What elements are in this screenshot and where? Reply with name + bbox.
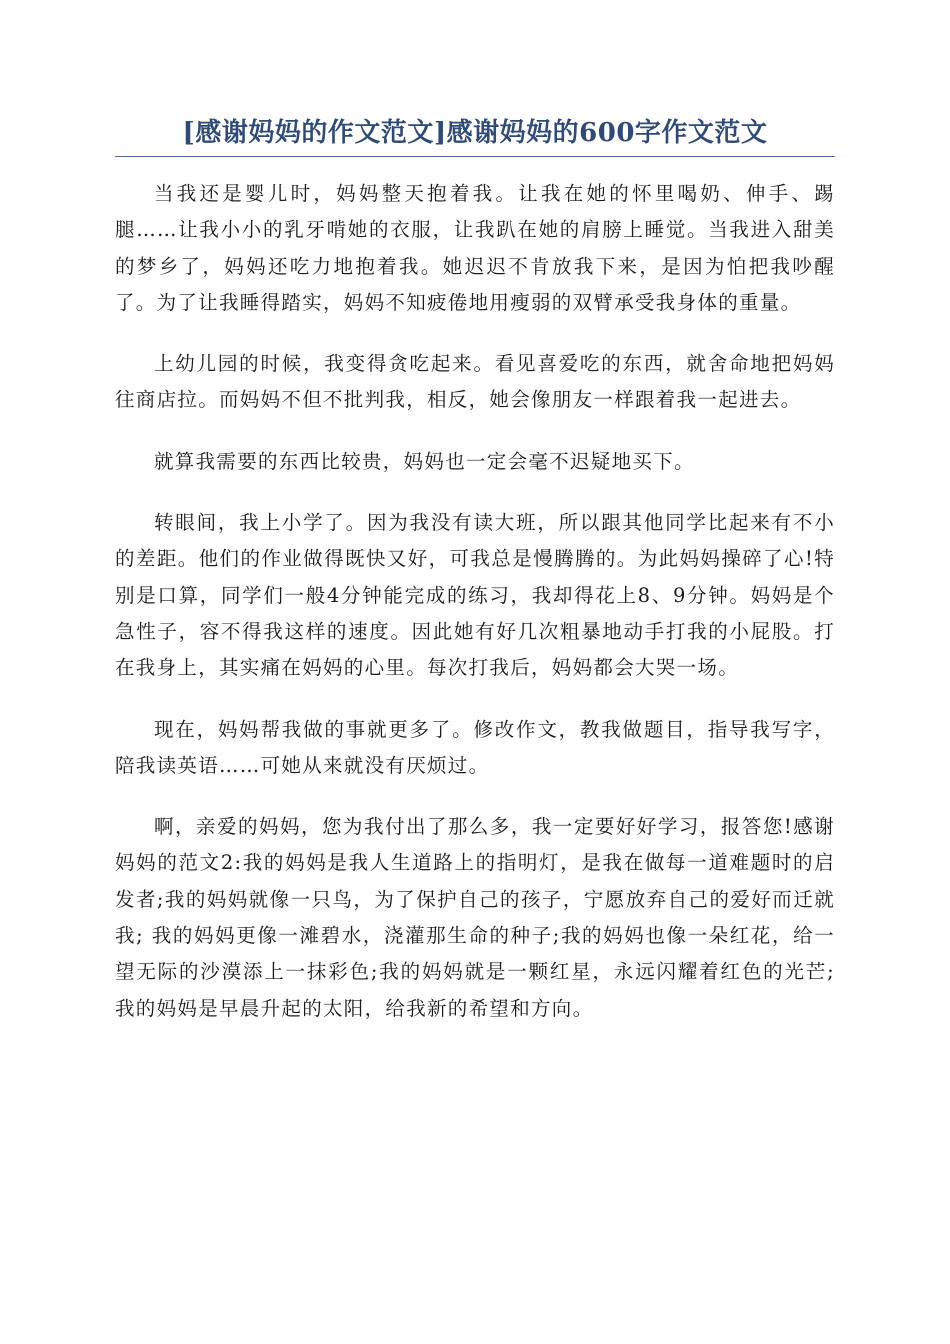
document-title: [感谢妈妈的作文范文]感谢妈妈的600字作文范文 bbox=[182, 118, 768, 148]
paragraph-5: 现在，妈妈帮我做的事就更多了。修改作文，教我做题目，指导我写字，陪我读英语……可她从来就没有厌烦过。 bbox=[115, 717, 835, 777]
document-body bbox=[115, 176, 835, 1052]
paragraph-3: 就算我需要的东西比较贵，妈妈也一定会毫不迟疑地买下。 bbox=[154, 449, 695, 473]
paragraph-1: 当我还是婴儿时，妈妈整天抱着我。让我在她的怀里喝奶、伸手、踢腿……让我小小的乳牙啃她的衣服，让我趴在她的肩膀上睡觉。当我进入甜美的梦乡了，妈妈还吃力地抱着我。她迟迟不肯放我下来，是因为怕把我吵醒了。为了让我睡得踏实，妈妈不知疲倦地用瘦弱的双臂承受我身体的重量。 bbox=[115, 182, 835, 314]
paragraph-2: 上幼儿园的时候，我变得贪吃起来。看见喜爱吃的东西，就舍命地把妈妈往商店拉。而妈妈不但不批判我，相反，她会像朋友一样跟着我一起进去。 bbox=[115, 352, 835, 412]
paragraph-6: 啊，亲爱的妈妈，您为我付出了那么多，我一定要好好学习，报答您!感谢妈妈的范文2:我的妈妈是我人生道路上的指明灯，是我在做每一道难题时的启发者;我的妈妈就像一只鸟，为了保护自己的孩子，宁愿放弃自己的爱好而迁就我; 我的妈妈更像一滩碧水，浇灌那生命的种子;我的妈妈也像一朵红花，给一望无际的沙漠添上一抹彩色;我的妈妈就是一颗红星，永远闪耀着红色的光芒;我的妈妈是早晨升起的太阳，给我新的希望和方向。 bbox=[115, 815, 835, 1020]
title-block bbox=[115, 110, 835, 157]
paragraph-4: 转眼间，我上小学了。因为我没有读大班，所以跟其他同学比起来有不小的差距。他们的作业做得既快又好，可我总是慢腾腾的。为此妈妈操碎了心!特别是口算，同学们一般4分钟能完成的练习，我却得花上8、9分钟。妈妈是个急性子，容不得我这样的速度。因此她有好几次粗暴地动手打我的小屁股。打在我身上，其实痛在妈妈的心里。每次打我后，妈妈都会大哭一场。 bbox=[115, 511, 835, 680]
